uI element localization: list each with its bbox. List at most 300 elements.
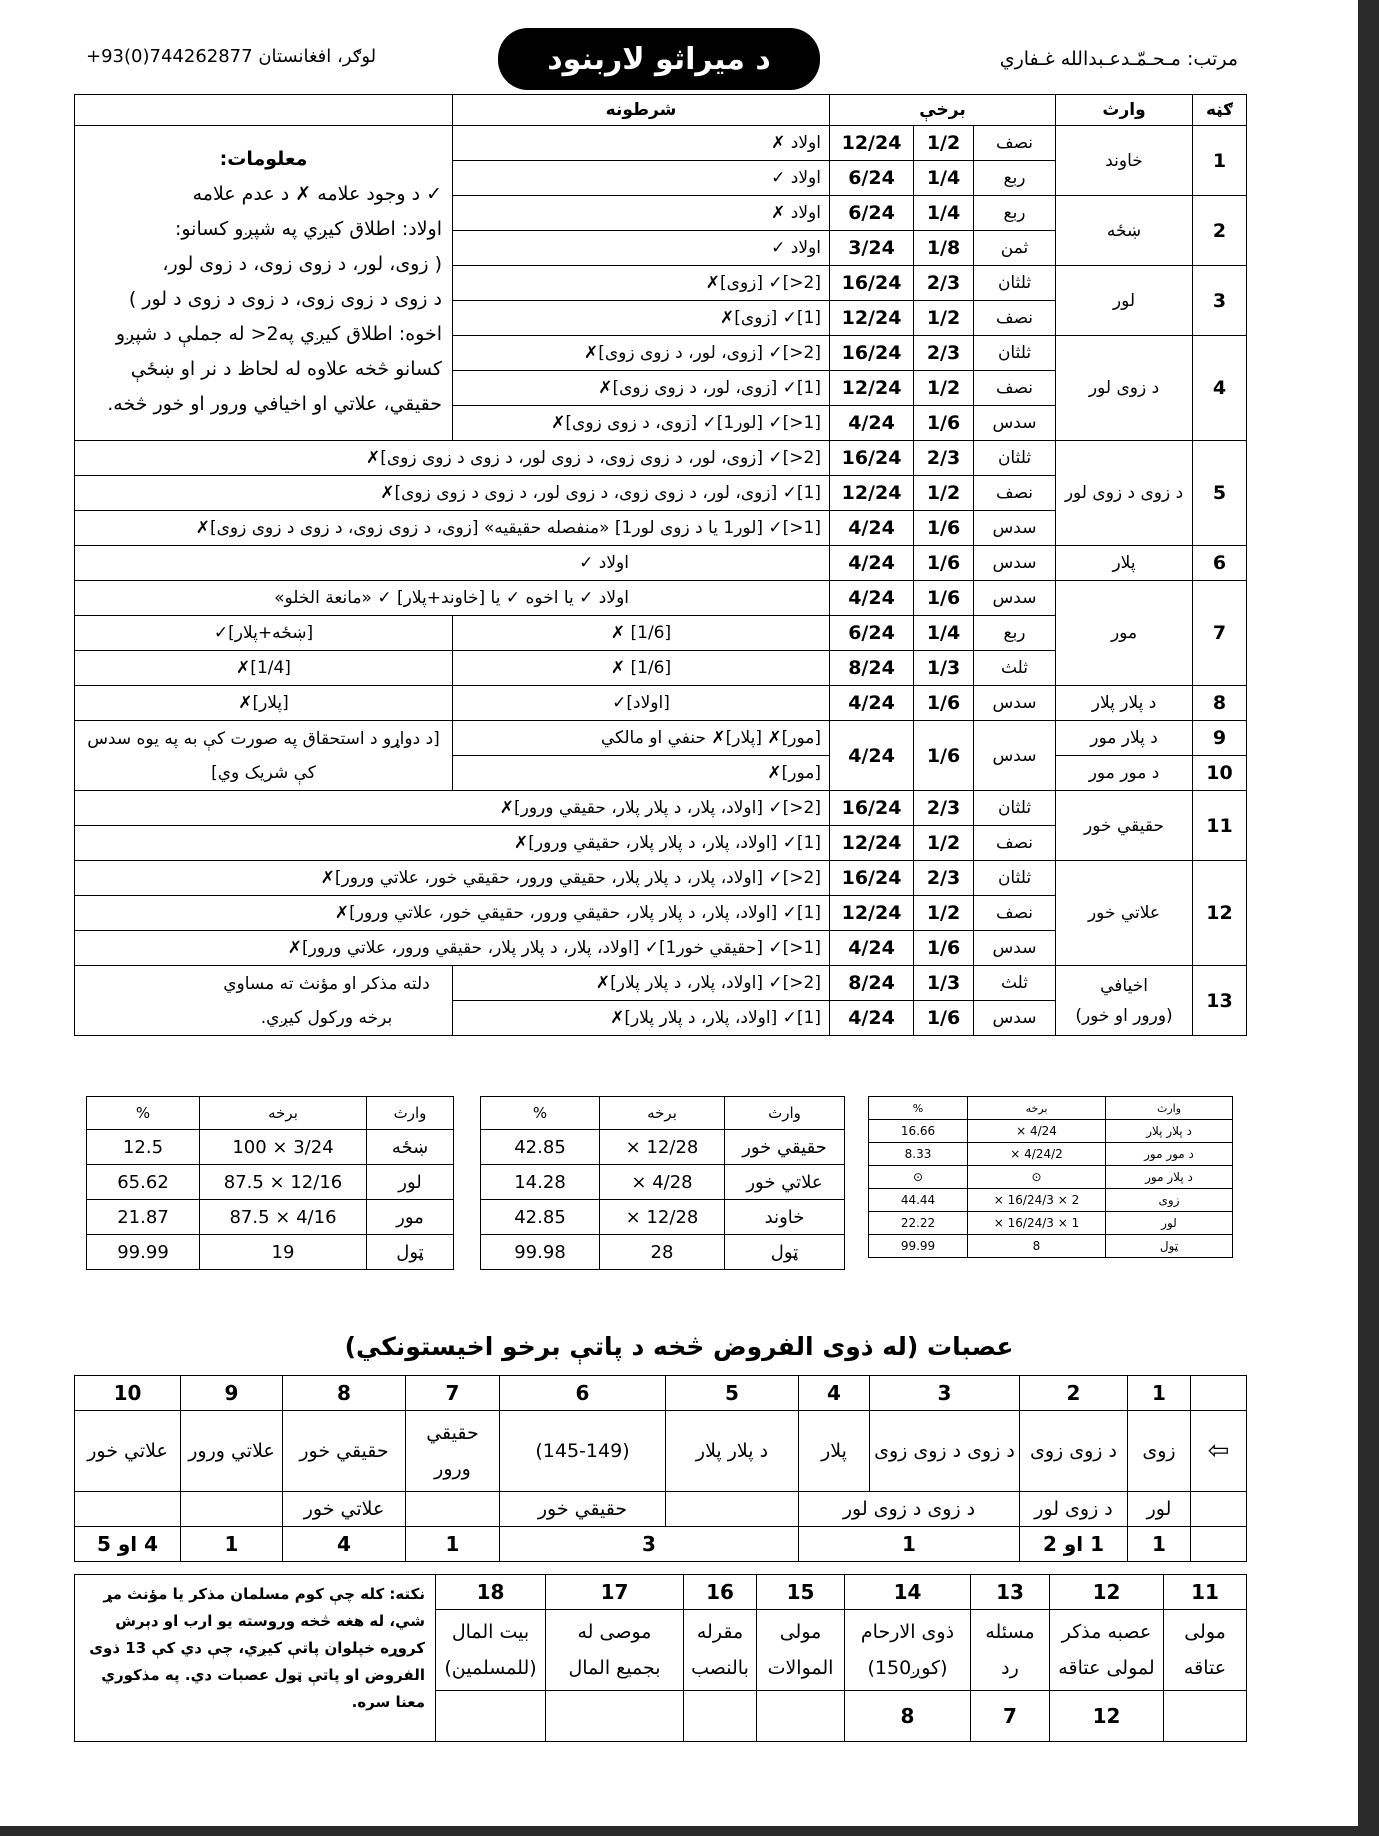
share-condition-b: [پلار]✗ bbox=[75, 686, 453, 721]
share-word: ثلث bbox=[974, 651, 1056, 686]
col-heir: وارث bbox=[1106, 1097, 1233, 1120]
cell-line: علاتي خور bbox=[87, 1440, 168, 1462]
row-number: 11 bbox=[1193, 791, 1247, 861]
cell: علاتي خور bbox=[283, 1492, 406, 1527]
table-row bbox=[869, 1189, 1233, 1212]
share-24: 16/24 bbox=[830, 861, 914, 896]
cell: 4 او 5 bbox=[75, 1527, 181, 1562]
cell: 7 bbox=[406, 1376, 500, 1411]
share-24: 8/24 bbox=[830, 966, 914, 1001]
example-table-wife bbox=[86, 1096, 454, 1270]
cell-line: د پلار پلار bbox=[695, 1440, 769, 1462]
row-number: 5 bbox=[1193, 441, 1247, 546]
share-word: سدس bbox=[974, 406, 1056, 441]
cell bbox=[684, 1610, 757, 1691]
share-24: 3/24 bbox=[830, 231, 914, 266]
share-24: 16/24 bbox=[830, 791, 914, 826]
cell: د زوی لور bbox=[1020, 1492, 1128, 1527]
cell: 42.85 bbox=[481, 1130, 600, 1165]
share-24: 4/24 bbox=[830, 686, 914, 721]
cell bbox=[971, 1610, 1050, 1691]
maternal-note: دلته مذکر او مؤنث ته مساوي برخه ورکول کیږي. bbox=[75, 966, 453, 1036]
cell: 1 × 16/24/3 × bbox=[968, 1212, 1106, 1235]
share-word: ثلثان bbox=[974, 336, 1056, 371]
excluded-icon: ⊙ bbox=[869, 1166, 968, 1189]
header-heir: وارث bbox=[1056, 95, 1193, 126]
header-number: ګڼه bbox=[1193, 95, 1247, 126]
share-word: نصف bbox=[974, 126, 1056, 161]
cell: 19 bbox=[200, 1235, 367, 1270]
cell-line: مقرله bbox=[696, 1621, 744, 1643]
share-word: سدس bbox=[974, 1001, 1056, 1036]
share-24: 6/24 bbox=[830, 196, 914, 231]
example-table-sisters bbox=[480, 1096, 845, 1270]
share-fraction: 1/6 bbox=[914, 931, 974, 966]
cell: 7 bbox=[971, 1691, 1050, 1742]
share-condition-a: [1/6] ✗ bbox=[453, 616, 830, 651]
asabat-number-row bbox=[75, 1376, 1247, 1411]
cell: د مور مور bbox=[1106, 1143, 1233, 1166]
share-word: سدس bbox=[974, 721, 1056, 791]
share-condition: [1<]✓ [لور1]✓ [زوی، د زوی زوی]✗ bbox=[453, 406, 830, 441]
cell: ټول bbox=[1106, 1235, 1233, 1258]
info-box bbox=[75, 126, 453, 441]
cell bbox=[436, 1691, 546, 1742]
share-24: 4/24 bbox=[830, 546, 914, 581]
cell bbox=[1164, 1691, 1247, 1742]
share-word: نصف bbox=[974, 301, 1056, 336]
cell: 11 bbox=[1164, 1575, 1247, 1610]
table-row bbox=[75, 721, 1247, 756]
cell: 14.28 bbox=[481, 1165, 600, 1200]
compiler-label: مرتب: مـحـمّـدعـبدالله غـفاري bbox=[999, 48, 1238, 70]
heir-name: ښځه bbox=[1056, 196, 1193, 266]
cell: 8 bbox=[845, 1691, 971, 1742]
share-word: ربع bbox=[974, 161, 1056, 196]
cell: علاتي خور bbox=[725, 1165, 845, 1200]
table-header-row bbox=[75, 95, 1247, 126]
cell: 12/16 × 87.5 bbox=[200, 1165, 367, 1200]
cell: 3/24 × 100 bbox=[200, 1130, 367, 1165]
cell: 42.85 bbox=[481, 1200, 600, 1235]
col-share: برخه bbox=[968, 1097, 1106, 1120]
share-condition: اولاد ✓ bbox=[75, 546, 830, 581]
share-fraction: 1/2 bbox=[914, 896, 974, 931]
cell: لور bbox=[1106, 1212, 1233, 1235]
col-share: برخه bbox=[200, 1097, 367, 1130]
heir-name bbox=[1056, 966, 1193, 1036]
table-row bbox=[75, 581, 1247, 616]
cell: 4 bbox=[283, 1527, 406, 1562]
cell: 99.99 bbox=[87, 1235, 200, 1270]
cell: د پلار مور bbox=[1106, 1166, 1233, 1189]
share-word: سدس bbox=[974, 511, 1056, 546]
cell: لور bbox=[367, 1165, 454, 1200]
excluded-icon: ⊙ bbox=[968, 1166, 1106, 1189]
cell bbox=[546, 1610, 684, 1691]
share-word: ثلثان bbox=[974, 441, 1056, 476]
share-word: ثلثان bbox=[974, 791, 1056, 826]
share-fraction: 1/3 bbox=[914, 966, 974, 1001]
share-fraction: 1/6 bbox=[914, 546, 974, 581]
share-word: ربع bbox=[974, 616, 1056, 651]
table-row bbox=[75, 686, 1247, 721]
heir-name: د پلار پلار bbox=[1056, 686, 1193, 721]
share-condition: اولاد ✗ bbox=[453, 196, 830, 231]
cell: 9 bbox=[181, 1376, 283, 1411]
cell-line: مولی bbox=[1184, 1621, 1226, 1643]
asabat-table bbox=[74, 1375, 1247, 1562]
cell: حقیقي خور bbox=[500, 1492, 666, 1527]
table-row bbox=[87, 1200, 454, 1235]
cell: 12/28 × bbox=[600, 1200, 725, 1235]
cell: ښځه bbox=[367, 1130, 454, 1165]
info-title: معلومات: bbox=[219, 148, 308, 170]
cell: 12.5 bbox=[87, 1130, 200, 1165]
cell: 14 bbox=[845, 1575, 971, 1610]
cell: ټول bbox=[725, 1235, 845, 1270]
cell: 4 bbox=[799, 1376, 870, 1411]
cell bbox=[845, 1610, 971, 1691]
cell: 2 × 16/24/3 × bbox=[968, 1189, 1106, 1212]
cell: خاوند bbox=[725, 1200, 845, 1235]
cell: 18 bbox=[436, 1575, 546, 1610]
share-word: نصف bbox=[974, 476, 1056, 511]
share-fraction: 1/2 bbox=[914, 476, 974, 511]
heir-name: علاتي خور bbox=[1056, 861, 1193, 966]
cell-line: مولی bbox=[779, 1621, 822, 1643]
info-symbols: ✓ د وجود علامه ✗ د عدم علامه bbox=[192, 183, 442, 205]
cell: 12/28 × bbox=[600, 1130, 725, 1165]
share-condition: [2<]✓ [زوی، لور، د زوی زوی، د زوی لور، د زوی د زوی زوی]✗ bbox=[75, 441, 830, 476]
info-line-6: حقیقي، علاتي او اخیافي ورور او خور څخه. bbox=[107, 393, 442, 415]
cell: د زوی د زوی زوی bbox=[870, 1411, 1020, 1492]
row-number: 10 bbox=[1193, 756, 1247, 791]
asabat-females-row bbox=[75, 1492, 1247, 1527]
table-row bbox=[87, 1165, 454, 1200]
table-row bbox=[481, 1200, 845, 1235]
table-row bbox=[869, 1235, 1233, 1258]
cell-line: ذوی الارحام bbox=[860, 1621, 955, 1643]
cell bbox=[1050, 1610, 1164, 1691]
cell-line: عصبه مذکر bbox=[1061, 1621, 1152, 1643]
share-fraction: 2/3 bbox=[914, 791, 974, 826]
heir-name: مور bbox=[1056, 581, 1193, 686]
cell: مور bbox=[367, 1200, 454, 1235]
heir-name: پلار bbox=[1056, 546, 1193, 581]
cell: د پلار پلار bbox=[1106, 1120, 1233, 1143]
cell: 21.87 bbox=[87, 1200, 200, 1235]
cell: 1 bbox=[1128, 1376, 1191, 1411]
cell bbox=[75, 1411, 181, 1492]
share-condition: اولاد ✗ bbox=[453, 126, 830, 161]
share-condition: اولاد ✓ bbox=[453, 231, 830, 266]
cell bbox=[75, 1492, 181, 1527]
share-24: 12/24 bbox=[830, 126, 914, 161]
cell bbox=[757, 1691, 845, 1742]
cell bbox=[1191, 1527, 1247, 1562]
share-condition: [مور]✗ bbox=[453, 756, 830, 791]
share-word: سدس bbox=[974, 931, 1056, 966]
share-condition: [2<]✓ [زوی]✗ bbox=[453, 266, 830, 301]
table-row bbox=[869, 1212, 1233, 1235]
cell bbox=[181, 1492, 283, 1527]
share-24: 12/24 bbox=[830, 371, 914, 406]
cell-line: بیت المال bbox=[451, 1621, 530, 1643]
others-table bbox=[74, 1574, 1247, 1742]
share-fraction: 1/3 bbox=[914, 651, 974, 686]
table-row bbox=[481, 1165, 845, 1200]
table-row bbox=[75, 126, 1247, 161]
row-number: 8 bbox=[1193, 686, 1247, 721]
share-word: نصف bbox=[974, 896, 1056, 931]
grandmother-note: [د دواړو د استحقاق په صورت کې به په یوه سدس کې شریک وي] bbox=[75, 721, 453, 791]
share-condition: [مور]✗ [پلار]✗ حنفي او مالکي bbox=[453, 721, 830, 756]
cell: 15 bbox=[757, 1575, 845, 1610]
cell: 5 bbox=[666, 1376, 799, 1411]
cell bbox=[1164, 1610, 1247, 1691]
share-fraction: 1/4 bbox=[914, 616, 974, 651]
document-title: د میراثو لاربنود bbox=[498, 28, 820, 90]
info-line-1: اولاد: اطلاق کیږي په شپږو کسانو: bbox=[174, 218, 442, 240]
share-condition: [1]✓ [اولاد، پلار، د پلار پلار، حقیقي ورور]✗ bbox=[75, 826, 830, 861]
share-word: سدس bbox=[974, 686, 1056, 721]
cell-line: (للمسلمین) bbox=[444, 1657, 537, 1679]
heir-name: د زوی لور bbox=[1056, 336, 1193, 441]
share-word: سدس bbox=[974, 581, 1056, 616]
share-fraction: 2/3 bbox=[914, 266, 974, 301]
share-condition: [1]✓ [زوی، لور، د زوی زوی]✗ bbox=[453, 371, 830, 406]
main-shares-table bbox=[74, 94, 1247, 1036]
cell: 4/28 × bbox=[600, 1165, 725, 1200]
cell-line: بالنصب bbox=[691, 1657, 749, 1679]
table-row bbox=[75, 861, 1247, 896]
cell: 13 bbox=[971, 1575, 1050, 1610]
cell: پلار bbox=[799, 1411, 870, 1492]
table-row bbox=[481, 1130, 845, 1165]
heir-name: لور bbox=[1056, 266, 1193, 336]
example-table-grandmothers bbox=[868, 1096, 1233, 1258]
share-condition-a: [1/6] ✗ bbox=[453, 651, 830, 686]
col-heir: وارث bbox=[367, 1097, 454, 1130]
cell: 1 bbox=[1128, 1527, 1191, 1562]
share-fraction: 2/3 bbox=[914, 861, 974, 896]
cell: 8 bbox=[283, 1376, 406, 1411]
cell: 8.33 bbox=[869, 1143, 968, 1166]
cell: 10 bbox=[75, 1376, 181, 1411]
share-fraction: 1/2 bbox=[914, 371, 974, 406]
table-row bbox=[869, 1166, 1233, 1189]
header-conditions: شرطونه bbox=[453, 95, 830, 126]
table-row bbox=[87, 1235, 454, 1270]
cell: 1 bbox=[181, 1527, 283, 1562]
cell: 2 bbox=[1020, 1376, 1128, 1411]
share-word: نصف bbox=[974, 371, 1056, 406]
heir-name: د پلار مور bbox=[1056, 721, 1193, 756]
table-row bbox=[75, 441, 1247, 476]
share-24: 16/24 bbox=[830, 266, 914, 301]
cell bbox=[406, 1492, 500, 1527]
share-condition: [1]✓ [اولاد، پلار، د پلار پلار]✗ bbox=[453, 1001, 830, 1036]
cell-line: لمولی عتاقه bbox=[1058, 1657, 1155, 1679]
cell bbox=[666, 1411, 799, 1492]
share-condition-b: [ښځه+پلار]✓ bbox=[75, 616, 453, 651]
share-word: ثمن bbox=[974, 231, 1056, 266]
cell: 17 bbox=[546, 1575, 684, 1610]
share-condition-a: [اولاد]✓ bbox=[453, 686, 830, 721]
cell-line: موصی له bbox=[577, 1621, 652, 1643]
share-24: 6/24 bbox=[830, 616, 914, 651]
share-24: 4/24 bbox=[830, 1001, 914, 1036]
share-word: ثلث bbox=[974, 966, 1056, 1001]
row-number: 2 bbox=[1193, 196, 1247, 266]
share-word: سدس bbox=[974, 546, 1056, 581]
cell: 8 bbox=[968, 1235, 1106, 1258]
col-heir: وارث bbox=[725, 1097, 845, 1130]
heir-name-line2: (ورور او خور) bbox=[1075, 1005, 1173, 1026]
share-fraction: 2/3 bbox=[914, 441, 974, 476]
cell: زوی bbox=[1128, 1411, 1191, 1492]
header-info bbox=[75, 95, 453, 126]
cell: ټول bbox=[367, 1235, 454, 1270]
share-fraction: 1/6 bbox=[914, 406, 974, 441]
share-condition-b: [1/4]✗ bbox=[75, 651, 453, 686]
col-percent: % bbox=[481, 1097, 600, 1130]
share-fraction: 1/4 bbox=[914, 196, 974, 231]
asabat-ref-row bbox=[75, 1527, 1247, 1562]
share-condition: اولاد ✓ یا اخوه ✓ یا [خاوند+پلار] ✓ «مانعة الخلو» bbox=[75, 581, 830, 616]
share-fraction: 1/6 bbox=[914, 721, 974, 791]
cell: لور bbox=[1128, 1492, 1191, 1527]
cell: 12 bbox=[1050, 1691, 1164, 1742]
share-24: 8/24 bbox=[830, 651, 914, 686]
table-row bbox=[75, 546, 1247, 581]
row-number: 3 bbox=[1193, 266, 1247, 336]
col-percent: % bbox=[87, 1097, 200, 1130]
share-fraction: 1/2 bbox=[914, 301, 974, 336]
table-row bbox=[481, 1235, 845, 1270]
share-fraction: 1/4 bbox=[914, 161, 974, 196]
share-24: 4/24 bbox=[830, 931, 914, 966]
table-row bbox=[869, 1143, 1233, 1166]
table-row bbox=[87, 1130, 454, 1165]
table-row bbox=[75, 966, 1247, 1001]
cell: 28 bbox=[600, 1235, 725, 1270]
cell-line: بجمیع المال bbox=[568, 1657, 661, 1679]
share-condition: [2<]✓ [اولاد، پلار، د پلار پلار، حقیقي ورور، حقیقي خور، علاتي ورور]✗ bbox=[75, 861, 830, 896]
cell: 99.99 bbox=[869, 1235, 968, 1258]
share-word: ثلثان bbox=[974, 266, 1056, 301]
cell: 3 bbox=[500, 1527, 799, 1562]
heir-name: خاوند bbox=[1056, 126, 1193, 196]
share-word: ربع bbox=[974, 196, 1056, 231]
share-condition: [2<]✓ [اولاد، پلار، د پلار پلار، حقیقي ورور]✗ bbox=[75, 791, 830, 826]
cell: 44.44 bbox=[869, 1189, 968, 1212]
share-24: 12/24 bbox=[830, 826, 914, 861]
cell: حقیقي خور bbox=[725, 1130, 845, 1165]
row-number: 12 bbox=[1193, 861, 1247, 966]
col-percent: % bbox=[869, 1097, 968, 1120]
share-fraction: 1/2 bbox=[914, 126, 974, 161]
row-number: 1 bbox=[1193, 126, 1247, 196]
heir-name: حقیقي خور bbox=[1056, 791, 1193, 861]
table-row bbox=[869, 1120, 1233, 1143]
share-condition: [1]✓ [زوی]✗ bbox=[453, 301, 830, 336]
cell: حقیقي خور bbox=[283, 1411, 406, 1492]
viewer-border-bottom bbox=[0, 1826, 1379, 1836]
share-fraction: 1/6 bbox=[914, 511, 974, 546]
share-condition: [2<]✓ [اولاد، پلار، د پلار پلار]✗ bbox=[453, 966, 830, 1001]
asabat-males-row bbox=[75, 1411, 1247, 1492]
cell-line: (کوږ150) bbox=[867, 1657, 948, 1679]
share-word: ثلثان bbox=[974, 861, 1056, 896]
share-word: نصف bbox=[974, 826, 1056, 861]
share-24: 16/24 bbox=[830, 336, 914, 371]
table-row bbox=[75, 791, 1247, 826]
share-24: 6/24 bbox=[830, 161, 914, 196]
cell: 3 bbox=[870, 1376, 1020, 1411]
cell: 4/24/2 × bbox=[968, 1143, 1106, 1166]
heir-name: د مور مور bbox=[1056, 756, 1193, 791]
info-line-5: کسانو څخه علاوه له لحاظ د نر او ښځې bbox=[130, 358, 442, 380]
cell bbox=[1191, 1376, 1247, 1411]
cell bbox=[684, 1691, 757, 1742]
cell: 22.22 bbox=[869, 1212, 968, 1235]
asabat-title: عصبات (له ذوی الفروض څخه د پاتې برخو اخیستونکي) bbox=[344, 1332, 1014, 1361]
header-shares: برخې bbox=[830, 95, 1056, 126]
cell: د زوی زوی bbox=[1020, 1411, 1128, 1492]
share-24: 12/24 bbox=[830, 896, 914, 931]
cell bbox=[436, 1610, 546, 1691]
cell-line: مسئله bbox=[985, 1621, 1035, 1643]
share-24: 4/24 bbox=[830, 406, 914, 441]
row-number: 7 bbox=[1193, 581, 1247, 686]
col-share: برخه bbox=[600, 1097, 725, 1130]
cell: حقیقي ورور bbox=[406, 1411, 500, 1492]
arrow-icon: ⇦ bbox=[1191, 1411, 1247, 1492]
row-number: 4 bbox=[1193, 336, 1247, 441]
cell: 16 bbox=[684, 1575, 757, 1610]
cell: 1 bbox=[799, 1527, 1020, 1562]
cell: 99.98 bbox=[481, 1235, 600, 1270]
cell bbox=[666, 1492, 799, 1527]
share-24: 4/24 bbox=[830, 511, 914, 546]
cell: 65.62 bbox=[87, 1165, 200, 1200]
cell: 4/16 × 87.5 bbox=[200, 1200, 367, 1235]
viewer-border-right bbox=[1358, 0, 1379, 1836]
share-24: 16/24 bbox=[830, 441, 914, 476]
cell-line: رد bbox=[1001, 1657, 1019, 1679]
cell: زوی bbox=[1106, 1189, 1233, 1212]
cell-line: الموالات bbox=[767, 1657, 834, 1679]
heir-name: د زوی د زوی لور bbox=[1056, 441, 1193, 546]
share-24: 4/24 bbox=[830, 581, 914, 616]
share-fraction: 1/2 bbox=[914, 826, 974, 861]
share-24: 4/24 bbox=[830, 721, 914, 791]
share-condition: [1]✓ [اولاد، پلار، د پلار پلار، حقیقي ورور، حقیقي خور، علاتي ورور]✗ bbox=[75, 896, 830, 931]
share-24: 12/24 bbox=[830, 301, 914, 336]
note-box: نکته: کله چې کوم مسلمان مذکر یا مؤنث مړ شي، له هغه څخه وروسته یو ارب او دېرش کروړه خپلوان پاتې کیږي، چې دي کې 13 ذوی الفروض او پاتې ټول عصبات دي. په مذکوري معنا سره. bbox=[75, 1575, 436, 1742]
share-condition: [1]✓ [زوی، لور، د زوی زوی، د زوی لور، د زوی د زوی زوی]✗ bbox=[75, 476, 830, 511]
others-number-row bbox=[75, 1575, 1247, 1610]
row-number: 6 bbox=[1193, 546, 1247, 581]
cell: 1 او 2 bbox=[1020, 1527, 1128, 1562]
cell: د زوی د زوی لور bbox=[799, 1492, 1020, 1527]
info-line-4: اخوه: اطلاق کیږي په2< له جملې د شپږو bbox=[115, 323, 442, 345]
share-fraction: 1/6 bbox=[914, 581, 974, 616]
cell-line: عتاقه bbox=[1183, 1657, 1227, 1679]
share-condition: [1<]✓ [لور1 یا د زوی لور1] «منفصله حقیقیه» [زوی، د زوی زوی، د زوی د زوی زوی]✗ bbox=[75, 511, 830, 546]
